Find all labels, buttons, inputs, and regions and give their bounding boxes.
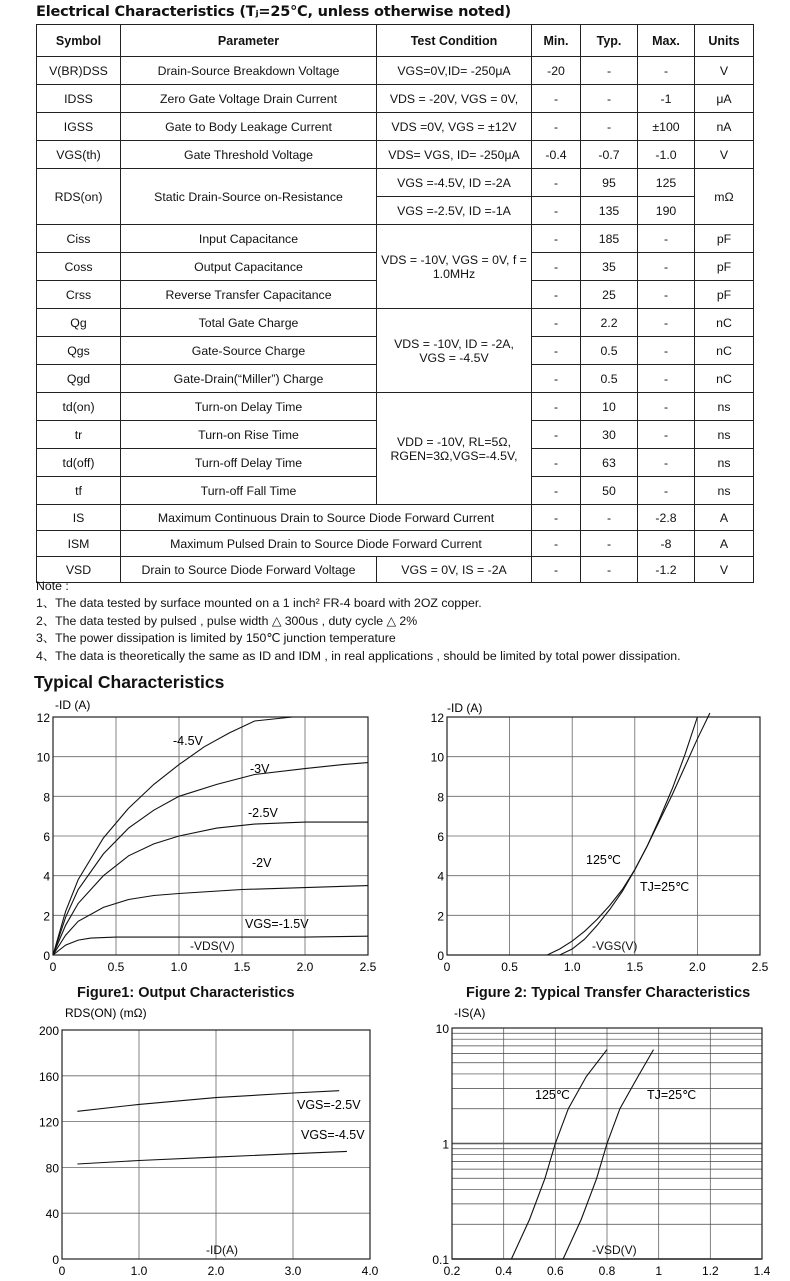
max-cell: -2.8 bbox=[638, 505, 695, 531]
x-tick-label: 1.5 bbox=[233, 960, 251, 974]
unit-cell: ns bbox=[695, 449, 754, 477]
max-cell: - bbox=[638, 449, 695, 477]
y-axis-label: -ID (A) bbox=[447, 701, 483, 715]
condition-cell: VDS =0V, VGS = ±12V bbox=[377, 113, 532, 141]
typ-cell: 185 bbox=[581, 225, 638, 253]
min-cell: - bbox=[532, 309, 581, 337]
y-tick-label: 160 bbox=[38, 1069, 59, 1084]
parameter-cell: Gate Threshold Voltage bbox=[121, 141, 377, 169]
min-cell: - bbox=[532, 365, 581, 393]
note-item: 2、The data tested by pulsed , pulse width △ 300us , duty cycle △ 2% bbox=[36, 613, 418, 628]
condition-cell: VDD = -10V, RL=5Ω, RGEN=3Ω,VGS=-4.5V, bbox=[377, 393, 532, 505]
condition-cell: VDS= VGS, ID= -250μA bbox=[377, 141, 532, 169]
y-tick-label: 0 bbox=[52, 1253, 59, 1267]
max-cell: - bbox=[638, 421, 695, 449]
x-tick-label: 2.5 bbox=[359, 960, 377, 974]
x-tick-label: 1.0 bbox=[563, 960, 581, 974]
unit-cell: A bbox=[695, 505, 754, 531]
parameter-cell: Turn-on Delay Time bbox=[121, 393, 377, 421]
min-cell: - bbox=[532, 477, 581, 505]
typ-cell: - bbox=[581, 557, 638, 583]
unit-cell: V bbox=[695, 141, 754, 169]
symbol-cell: Qg bbox=[37, 309, 121, 337]
symbol-cell: V(BR)DSS bbox=[37, 57, 121, 85]
y-axis-label: RDS(ON) (mΩ) bbox=[65, 1006, 147, 1020]
min-cell: -20 bbox=[532, 57, 581, 85]
typ-cell: 63 bbox=[581, 449, 638, 477]
note-item: 3、The power dissipation is limited by 150℃ junction temperature bbox=[36, 631, 396, 646]
series-label: TJ=25℃ bbox=[640, 880, 690, 894]
unit-cell: nA bbox=[695, 113, 754, 141]
symbol-cell: Qgs bbox=[37, 337, 121, 365]
max-cell: - bbox=[638, 253, 695, 281]
symbol-cell: tf bbox=[37, 477, 121, 505]
x-tick-label: 0.5 bbox=[107, 960, 125, 974]
parameter-cell: Zero Gate Voltage Drain Current bbox=[121, 85, 377, 113]
y-tick-label: 10 bbox=[36, 750, 50, 765]
series-label: -3V bbox=[250, 762, 270, 776]
typical-characteristics-title: Typical Characteristics bbox=[34, 672, 225, 692]
series-label: VGS=-2.5V bbox=[297, 1098, 361, 1112]
column-header: Parameter bbox=[121, 25, 377, 57]
column-header: Test Condition bbox=[377, 25, 532, 57]
y-tick-label: 12 bbox=[36, 711, 50, 725]
column-header: Max. bbox=[638, 25, 695, 57]
typ-cell: - bbox=[581, 57, 638, 85]
symbol-cell: td(on) bbox=[37, 393, 121, 421]
unit-cell: ns bbox=[695, 477, 754, 505]
x-tick-label: 1.2 bbox=[701, 1264, 719, 1278]
note-item: 4、The data is theoretically the same as ID and IDM , in real applications , should be limited by total power dissipation. bbox=[36, 648, 681, 663]
x-tick-label: 2.0 bbox=[689, 960, 706, 974]
parameter-cell: Drain to Source Diode Forward Voltage bbox=[121, 557, 377, 583]
parameter-cell: Maximum Continuous Drain to Source Diode Forward Current bbox=[121, 505, 532, 531]
max-cell: - bbox=[638, 57, 695, 85]
typ-cell: - bbox=[581, 531, 638, 557]
series-line bbox=[53, 763, 368, 955]
parameter-cell: Turn-off Fall Time bbox=[121, 477, 377, 505]
y-tick-label: 80 bbox=[45, 1161, 59, 1176]
column-header: Units bbox=[695, 25, 754, 57]
condition-cell: VDS = -10V, ID = -2A, VGS = -4.5V bbox=[377, 309, 532, 393]
symbol-cell: IS bbox=[37, 505, 121, 531]
x-tick-label: 4.0 bbox=[361, 1264, 379, 1278]
x-axis-label: -VGS(V) bbox=[592, 939, 638, 953]
unit-cell: nC bbox=[695, 309, 754, 337]
symbol-cell: Coss bbox=[37, 253, 121, 281]
x-axis-label: -VDS(V) bbox=[190, 939, 235, 953]
typ-cell: 2.2 bbox=[581, 309, 638, 337]
y-tick-label: 12 bbox=[430, 711, 444, 725]
min-cell: -0.4 bbox=[532, 141, 581, 169]
x-tick-label: 2.0 bbox=[296, 960, 314, 974]
parameter-cell: Static Drain-Source on-Resistance bbox=[121, 169, 377, 225]
unit-cell: A bbox=[695, 531, 754, 557]
max-cell: ±100 bbox=[638, 113, 695, 141]
parameter-cell: Gate-Drain(“Miller”) Charge bbox=[121, 365, 377, 393]
typ-cell: - bbox=[581, 85, 638, 113]
max-cell: - bbox=[638, 337, 695, 365]
series-label: 125℃ bbox=[586, 853, 621, 867]
note-item: 1、The data tested by surface mounted on a 1 inch² FR-4 board with 2OZ copper. bbox=[36, 596, 482, 611]
typ-cell: 135 bbox=[581, 197, 638, 225]
series-label: VGS=-1.5V bbox=[245, 917, 309, 931]
y-tick-label: 120 bbox=[38, 1115, 59, 1130]
x-tick-label: 1.4 bbox=[753, 1264, 771, 1278]
typ-cell: 50 bbox=[581, 477, 638, 505]
symbol-cell: VSD bbox=[37, 557, 121, 583]
typ-cell: - bbox=[581, 113, 638, 141]
min-cell: - bbox=[532, 531, 581, 557]
symbol-cell: Qgd bbox=[37, 365, 121, 393]
x-axis-label: -VSD(V) bbox=[592, 1243, 637, 1257]
condition-cell: VDS = -20V, VGS = 0V, bbox=[377, 85, 532, 113]
y-tick-label: 1 bbox=[442, 1137, 449, 1152]
condition-cell: VGS =-4.5V, ID =-2A bbox=[377, 169, 532, 197]
max-cell: -1.0 bbox=[638, 141, 695, 169]
column-header: Symbol bbox=[37, 25, 121, 57]
condition-cell: VDS = -10V, VGS = 0V, f = 1.0MHz bbox=[377, 225, 532, 309]
figure1-caption: Figure1: Output Characteristics bbox=[77, 985, 295, 1001]
y-tick-label: 6 bbox=[437, 830, 444, 844]
condition-cell: VGS = 0V, IS = -2A bbox=[377, 557, 532, 583]
series-label: VGS=-4.5V bbox=[301, 1128, 365, 1142]
symbol-cell: Crss bbox=[37, 281, 121, 309]
min-cell: - bbox=[532, 85, 581, 113]
min-cell: - bbox=[532, 449, 581, 477]
unit-cell: V bbox=[695, 557, 754, 583]
x-tick-label: 1 bbox=[655, 1264, 663, 1278]
series-label: -2V bbox=[252, 856, 272, 870]
x-tick-label: 0.2 bbox=[443, 1264, 461, 1278]
min-cell: - bbox=[532, 393, 581, 421]
max-cell: - bbox=[638, 477, 695, 505]
parameter-cell: Drain-Source Breakdown Voltage bbox=[121, 57, 377, 85]
min-cell: - bbox=[532, 505, 581, 531]
symbol-cell: ISM bbox=[37, 531, 121, 557]
y-tick-label: 4 bbox=[43, 869, 50, 884]
parameter-cell: Output Capacitance bbox=[121, 253, 377, 281]
symbol-cell: VGS(th) bbox=[37, 141, 121, 169]
unit-cell: μA bbox=[695, 85, 754, 113]
series-label: -4.5V bbox=[173, 734, 203, 748]
x-tick-label: 1.0 bbox=[170, 960, 188, 974]
y-tick-label: 8 bbox=[43, 790, 50, 805]
series-line bbox=[511, 1050, 607, 1259]
max-cell: -8 bbox=[638, 531, 695, 557]
min-cell: - bbox=[532, 197, 581, 225]
max-cell: -1 bbox=[638, 85, 695, 113]
series-line bbox=[447, 713, 710, 955]
max-cell: - bbox=[638, 393, 695, 421]
typ-cell: 25 bbox=[581, 281, 638, 309]
parameter-cell: Turn-on Rise Time bbox=[121, 421, 377, 449]
typ-cell: -0.7 bbox=[581, 141, 638, 169]
min-cell: - bbox=[532, 557, 581, 583]
symbol-cell: td(off) bbox=[37, 449, 121, 477]
y-tick-label: 0 bbox=[43, 949, 50, 963]
y-tick-label: 2 bbox=[43, 909, 50, 924]
parameter-cell: Total Gate Charge bbox=[121, 309, 377, 337]
condition-cell: VGS=0V,ID= -250μA bbox=[377, 57, 532, 85]
series-label: TJ=25℃ bbox=[647, 1088, 697, 1102]
notes-heading: Note : bbox=[36, 579, 69, 593]
max-cell: -1.2 bbox=[638, 557, 695, 583]
typ-cell: 0.5 bbox=[581, 337, 638, 365]
max-cell: - bbox=[638, 225, 695, 253]
x-tick-label: 0.6 bbox=[546, 1264, 564, 1278]
y-tick-label: 200 bbox=[38, 1024, 59, 1038]
parameter-cell: Gate to Body Leakage Current bbox=[121, 113, 377, 141]
min-cell: - bbox=[532, 169, 581, 197]
min-cell: - bbox=[532, 253, 581, 281]
typ-cell: 95 bbox=[581, 169, 638, 197]
typ-cell: 10 bbox=[581, 393, 638, 421]
unit-cell: ns bbox=[695, 393, 754, 421]
x-tick-label: 0 bbox=[443, 960, 451, 974]
condition-cell: VGS =-2.5V, ID =-1A bbox=[377, 197, 532, 225]
unit-cell: pF bbox=[695, 253, 754, 281]
x-tick-label: 2.5 bbox=[751, 960, 769, 974]
min-cell: - bbox=[532, 281, 581, 309]
series-label: -2.5V bbox=[248, 806, 278, 820]
max-cell: 125 bbox=[638, 169, 695, 197]
min-cell: - bbox=[532, 337, 581, 365]
typ-cell: 35 bbox=[581, 253, 638, 281]
parameter-cell: Maximum Pulsed Drain to Source Diode Forward Current bbox=[121, 531, 532, 557]
symbol-cell: RDS(on) bbox=[37, 169, 121, 225]
parameter-cell: Input Capacitance bbox=[121, 225, 377, 253]
parameter-cell: Gate-Source Charge bbox=[121, 337, 377, 365]
max-cell: - bbox=[638, 281, 695, 309]
min-cell: - bbox=[532, 421, 581, 449]
y-tick-label: 0 bbox=[437, 949, 444, 963]
x-axis-label: -ID(A) bbox=[206, 1243, 238, 1257]
unit-cell: nC bbox=[695, 365, 754, 393]
y-tick-label: 4 bbox=[437, 869, 444, 884]
y-tick-label: 8 bbox=[437, 790, 444, 805]
x-tick-label: 1.5 bbox=[626, 960, 644, 974]
max-cell: 190 bbox=[638, 197, 695, 225]
typ-cell: - bbox=[581, 505, 638, 531]
max-cell: - bbox=[638, 309, 695, 337]
symbol-cell: IDSS bbox=[37, 85, 121, 113]
x-tick-label: 1.0 bbox=[130, 1264, 148, 1278]
symbol-cell: IGSS bbox=[37, 113, 121, 141]
series-line bbox=[563, 1050, 653, 1259]
series-label: 125℃ bbox=[535, 1088, 570, 1102]
x-tick-label: 3.0 bbox=[284, 1264, 302, 1278]
x-tick-label: 0.5 bbox=[501, 960, 518, 974]
symbol-cell: tr bbox=[37, 421, 121, 449]
y-tick-label: 0.1 bbox=[432, 1253, 449, 1267]
unit-cell: V bbox=[695, 57, 754, 85]
unit-cell: pF bbox=[695, 281, 754, 309]
typ-cell: 30 bbox=[581, 421, 638, 449]
x-tick-label: 0 bbox=[49, 960, 57, 974]
min-cell: - bbox=[532, 225, 581, 253]
x-tick-label: 2.0 bbox=[207, 1264, 225, 1278]
y-axis-label: -ID (A) bbox=[55, 698, 91, 712]
y-axis-label: -IS(A) bbox=[454, 1006, 486, 1020]
unit-cell: pF bbox=[695, 225, 754, 253]
unit-cell: nC bbox=[695, 337, 754, 365]
x-tick-label: 0.4 bbox=[495, 1264, 513, 1278]
y-tick-label: 10 bbox=[430, 750, 444, 765]
y-tick-label: 40 bbox=[45, 1207, 59, 1222]
column-header: Typ. bbox=[581, 25, 638, 57]
typ-cell: 0.5 bbox=[581, 365, 638, 393]
parameter-cell: Turn-off Delay Time bbox=[121, 449, 377, 477]
parameter-cell: Reverse Transfer Capacitance bbox=[121, 281, 377, 309]
unit-cell: ns bbox=[695, 421, 754, 449]
min-cell: - bbox=[532, 113, 581, 141]
y-tick-label: 2 bbox=[437, 909, 444, 924]
section-title: Electrical Characteristics (Tⱼ=25℃, unless otherwise noted) bbox=[36, 4, 511, 20]
unit-cell: mΩ bbox=[695, 169, 754, 225]
figure2-caption: Figure 2: Typical Transfer Characteristics bbox=[466, 985, 751, 1001]
x-tick-label: 0 bbox=[58, 1264, 66, 1278]
x-tick-label: 0.8 bbox=[598, 1264, 616, 1278]
max-cell: - bbox=[638, 365, 695, 393]
y-tick-label: 10 bbox=[435, 1022, 449, 1036]
column-header: Min. bbox=[532, 25, 581, 57]
series-line bbox=[53, 822, 368, 955]
y-tick-label: 6 bbox=[43, 830, 50, 844]
symbol-cell: Ciss bbox=[37, 225, 121, 253]
series-line bbox=[77, 1151, 347, 1164]
